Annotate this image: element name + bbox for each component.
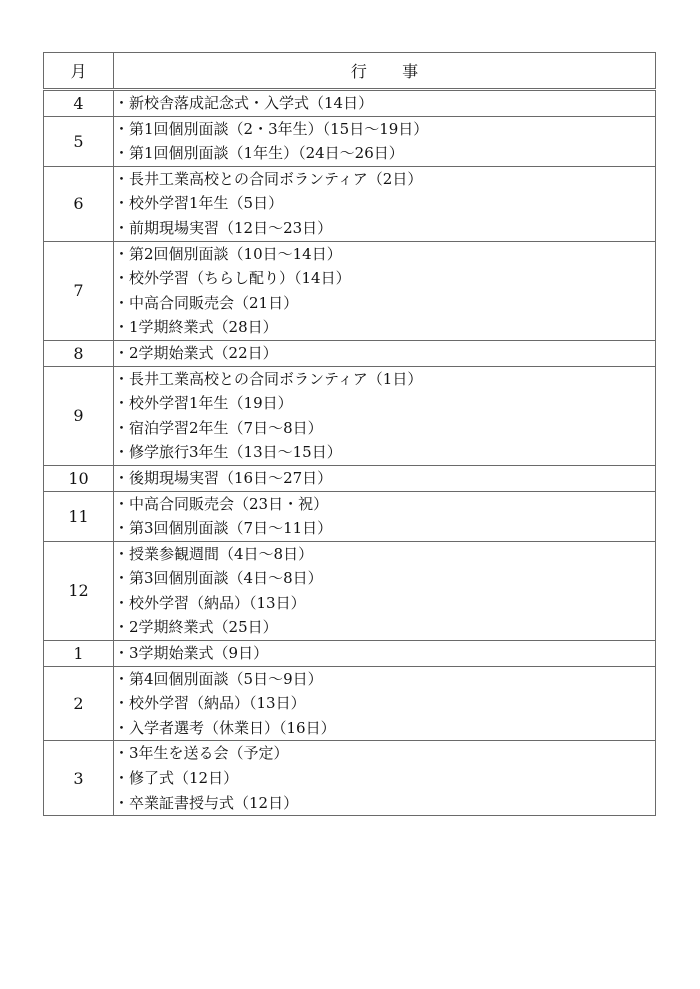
table-row: [44, 116, 656, 166]
schedule-sheet: [43, 52, 656, 816]
event-item: ・第4回個別面談（5日～9日）: [114, 669, 323, 688]
event-item: ・2学期始業式（22日）: [114, 343, 278, 362]
table-row: [44, 541, 656, 640]
table-header: [44, 53, 656, 90]
event-item: ・中高合同販売会（23日・祝）: [114, 494, 329, 513]
month-cell: 6: [44, 166, 114, 241]
event-item: ・1学期終業式（28日）: [114, 318, 278, 337]
events-cell: [114, 666, 656, 741]
month-cell: 4: [44, 90, 114, 117]
table-row: [44, 465, 656, 491]
events-cell: [114, 366, 656, 465]
month-cell: 8: [44, 340, 114, 366]
table-row: [44, 666, 656, 741]
events-cell: [114, 116, 656, 166]
event-item: ・校外学習（納品）（13日）: [114, 694, 306, 713]
event-item: ・第3回個別面談（4日～8日）: [114, 569, 323, 588]
event-item: ・校外学習（納品）（13日）: [114, 593, 306, 612]
event-item: ・校外学習1年生（19日）: [114, 394, 293, 413]
events-cell: [114, 491, 656, 541]
month-cell: 3: [44, 741, 114, 816]
table-row: [44, 741, 656, 816]
table-row: [44, 491, 656, 541]
event-item: ・卒業証書授与式（12日）: [114, 793, 299, 812]
events-cell: [114, 90, 656, 117]
events-cell: [114, 465, 656, 491]
month-cell: 9: [44, 366, 114, 465]
table-row: [44, 166, 656, 241]
table-row: [44, 90, 656, 117]
annual-schedule-table: [43, 52, 656, 816]
month-column-header: 月: [44, 53, 114, 90]
month-cell: 2: [44, 666, 114, 741]
month-cell: 5: [44, 116, 114, 166]
event-item: ・長井工業高校との合同ボランティア（1日）: [114, 369, 423, 388]
event-item: ・2学期終業式（25日）: [114, 618, 278, 637]
table-row: [44, 641, 656, 667]
event-item: ・第2回個別面談（10日～14日）: [114, 244, 342, 263]
event-item: ・修学旅行3年生（13日～15日）: [114, 443, 342, 462]
events-cell: [114, 166, 656, 241]
events-cell: [114, 541, 656, 640]
month-cell: 10: [44, 465, 114, 491]
events-cell: [114, 641, 656, 667]
event-column-header-label: 行事: [350, 62, 454, 81]
events-cell: [114, 340, 656, 366]
event-item: ・修了式（12日）: [114, 769, 239, 788]
event-item: ・第1回個別面談（1年生）（24日～26日）: [114, 144, 404, 163]
table-row: [44, 366, 656, 465]
month-cell: 11: [44, 491, 114, 541]
event-column-header: [114, 53, 656, 90]
event-item: ・入学者選考（休業日）（16日）: [114, 718, 336, 737]
event-item: ・中高合同販売会（21日）: [114, 293, 299, 312]
month-cell: 7: [44, 241, 114, 340]
event-item: ・授業参観週間（4日～8日）: [114, 544, 314, 563]
header-row: [44, 53, 656, 90]
event-item: ・新校舎落成記念式・入学式（14日）: [114, 94, 374, 112]
month-cell: 1: [44, 641, 114, 667]
event-item: ・3年生を送る会（予定）: [114, 744, 289, 763]
events-cell: [114, 241, 656, 340]
event-item: ・校外学習1年生（5日）: [114, 194, 284, 213]
event-item: ・第3回個別面談（7日～11日）: [114, 519, 333, 538]
event-item: ・3学期始業式（9日）: [114, 644, 269, 663]
month-cell: 12: [44, 541, 114, 640]
event-item: ・後期現場実習（16日～27日）: [114, 468, 333, 487]
event-item: ・校外学習（ちらし配り）（14日）: [114, 269, 351, 288]
events-cell: [114, 741, 656, 816]
event-item: ・第1回個別面談（2・3年生）（15日～19日）: [114, 119, 429, 138]
table-row: [44, 241, 656, 340]
table-body: [44, 90, 656, 816]
event-item: ・前期現場実習（12日～23日）: [114, 218, 333, 237]
event-item: ・宿泊学習2年生（7日～8日）: [114, 418, 323, 437]
event-item: ・長井工業高校との合同ボランティア（2日）: [114, 169, 423, 188]
table-row: [44, 340, 656, 366]
